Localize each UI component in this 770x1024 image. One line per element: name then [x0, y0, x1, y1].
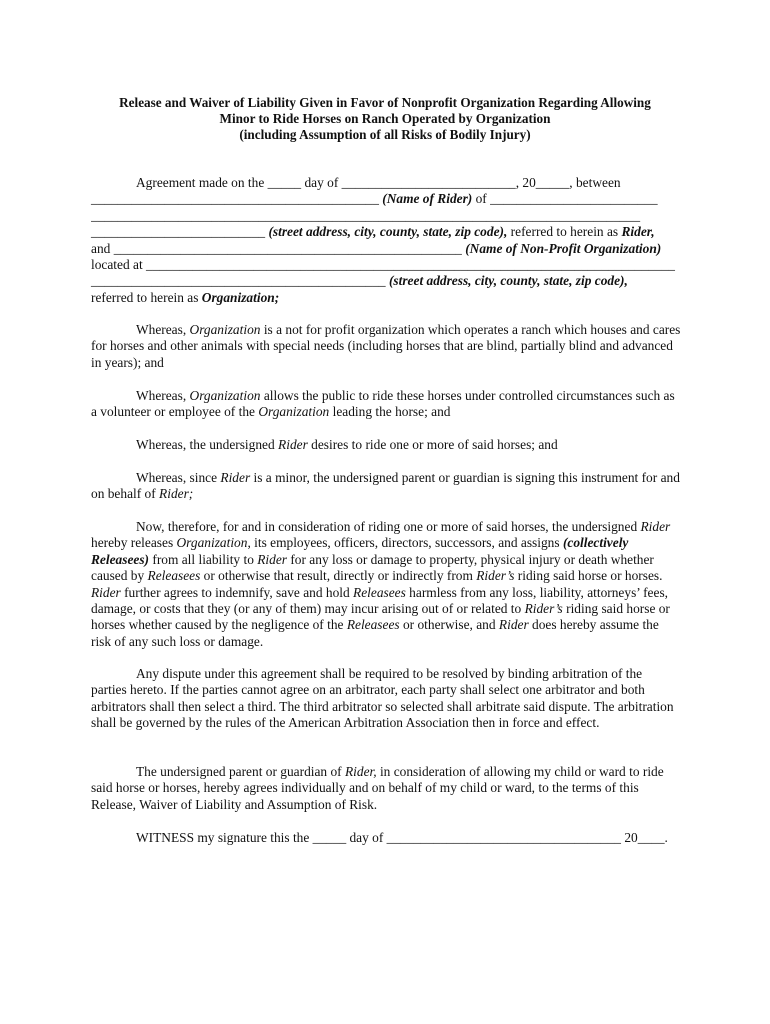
rider-street-blank: __________________________ [91, 224, 266, 240]
p5-rider-3: Rider’s [476, 568, 515, 584]
document-title [60, 95, 710, 143]
p2-text-3: leading the horse; and [329, 404, 451, 420]
p5-text-3: , its employees, officers, directors, successors, and assigns [247, 535, 563, 551]
p5-text-5: for any loss or damage to property, physical injury or death whether caused by [91, 551, 654, 584]
rider-address-label: (street address, city, county, state, zip code), [268, 224, 508, 240]
p5-text-9: harmless from any loss, liability, attorneys’ fees, damage, or costs that they (or any of them) may incur arising out of or related to [91, 584, 668, 617]
intro-line-3: __________________________________________________________________________________ [91, 207, 641, 223]
p5-releasees-def: (collectively Releasees) [91, 535, 629, 567]
title-line-2: Minor to Ride Horses on Ranch Operated by Organization [219, 111, 551, 126]
p7-text: The undersigned parent or guardian of [136, 764, 345, 779]
p5-releasees-3: Releasees [353, 584, 406, 600]
and-text: and [91, 240, 114, 256]
org-address-label: (street address, city, county, state, zip code), [388, 273, 628, 289]
p4-rider-2: Rider; [159, 486, 194, 502]
p7-rider: Rider, [344, 764, 377, 779]
p1-organization: Organization [189, 322, 261, 337]
p5-organization: Organization [176, 535, 248, 551]
whereas-paragraph-1 [91, 322, 681, 371]
p7-text-2: in consideration of allowing my child or ward to ride said horse or horses, hereby agrees individually and on behalf of my child or ward, to the terms of this Release, Waiver of Liability and Assumption of Risk. [91, 764, 664, 812]
p5-rider-4: Rider [91, 584, 121, 600]
p4-text-2: is a minor, the undersigned parent or guardian is signing this instrument for and on behalf of [91, 470, 680, 502]
referred-text: referred to herein as [507, 224, 622, 240]
p5-rider: Rider [640, 519, 671, 534]
p5-rider-6: Rider [498, 617, 529, 633]
p1-text: Whereas, [136, 322, 190, 337]
p5-text: Now, therefore, for and in consideration of riding one or more of said horses, the undersigned [136, 519, 641, 534]
p5-text-2: hereby releases [91, 535, 177, 551]
p3-text-2: desires to ride one or more of said horses; and [307, 437, 558, 452]
organization-role: Organization; [201, 289, 280, 305]
intro-line-1: Agreement made on the _____ day of __________________________, 20_____, between [136, 175, 621, 190]
whereas-paragraph-3 [91, 437, 681, 453]
referred-text-2: referred to herein as [91, 289, 202, 305]
title-line-3: (including Assumption of all Risks of Bodily Injury) [239, 127, 531, 142]
intro-line-4 [91, 224, 681, 240]
p5-text-4: from all liability to [149, 551, 258, 567]
intro-line-2 [91, 191, 681, 207]
rider-name-label: (Name of Rider) [382, 191, 473, 207]
arbitration-paragraph [91, 666, 681, 732]
located-text: located at [91, 256, 147, 272]
org-location-blank: _______________________________________________________________________________ [146, 256, 675, 272]
rider-address-blank: _________________________ [490, 191, 658, 207]
whereas-paragraph-4 [91, 470, 681, 503]
org-street-blank: ____________________________________________ [91, 273, 386, 289]
p3-rider: Rider [278, 437, 308, 452]
p3-text: Whereas, the undersigned [136, 437, 279, 452]
p5-text-6: or otherwise that result, directly or indirectly from [200, 568, 477, 584]
of-text: of [472, 191, 491, 207]
p2-organization-2: Organization [258, 404, 330, 420]
p4-text: Whereas, since [136, 470, 221, 485]
rider-name-blank: ___________________________________________ [91, 191, 379, 207]
org-name-blank: ____________________________________________________ [113, 240, 462, 256]
p5-rider-2: Rider [257, 551, 287, 567]
whereas-paragraph-2 [91, 388, 681, 421]
witness-text: WITNESS my signature this the _____ day of ___________________________________ 20____. [136, 830, 668, 845]
agreement-intro [91, 175, 681, 306]
intro-line-8 [91, 290, 681, 306]
p4-rider: Rider [220, 470, 251, 485]
p5-text-11: or otherwise, and [399, 617, 499, 633]
release-paragraph [91, 519, 681, 650]
p2-text: Whereas, [136, 388, 190, 403]
intro-line-6 [91, 257, 681, 273]
intro-line-7 [91, 273, 681, 289]
witness-line [91, 830, 681, 846]
p5-releasees-4: Releasees [346, 617, 400, 633]
p5-text-7: riding said horse or horses. [514, 568, 663, 584]
p5-rider-5: Rider’s [524, 601, 563, 617]
p2-organization: Organization [189, 388, 261, 403]
title-line-1: Release and Waiver of Liability Given in Favor of Nonprofit Organization Regarding Allowing [119, 95, 651, 110]
p2-text-2: allows the public to ride these horses under controlled circumstances such as a volunteer or employee of the [91, 388, 675, 420]
org-name-label: (Name of Non-Profit Organization) [465, 240, 662, 256]
guardian-paragraph [91, 764, 681, 813]
p5-text-8: further agrees to indemnify, save and hold [120, 584, 354, 600]
p6-text: Any dispute under this agreement shall be required to be resolved by binding arbitration of the parties hereto. If the parties cannot agree on an arbitrator, each party shall select one arbitrator and both arbitrators shall then select a third. The third arbitrator so selected shall arbitrate said dispute. The arbitration shall be governed by the rules of the American Arbitration Association then in force and effect. [91, 666, 674, 731]
rider-role: Rider, [621, 224, 655, 240]
p5-text-10: riding said horse or horses whether caused by the negligence of the [91, 601, 670, 633]
p5-releasees-2: Releasees [147, 568, 201, 584]
p5-text-12: does hereby assume the risk of any such loss or damage. [91, 617, 659, 649]
p1-text-2: is a not for profit organization which operates a ranch which houses and cares for horses and other animals with special needs (including horses that are blind, partially blind and advanced in years); and [91, 322, 681, 370]
intro-line-5 [91, 241, 681, 257]
